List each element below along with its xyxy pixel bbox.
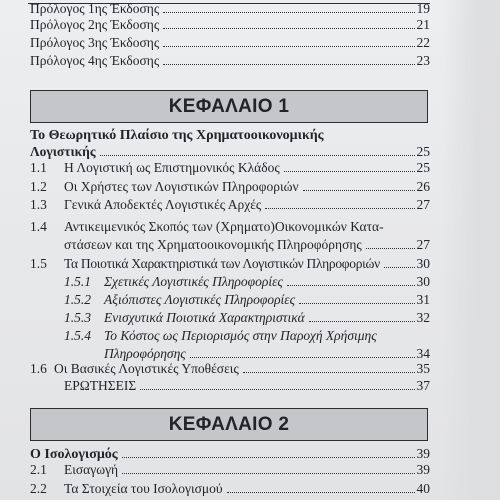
dot-leader: [163, 28, 414, 29]
toc-entry-number: 1.5.2: [64, 292, 91, 307]
toc-entry-page: 21: [416, 17, 430, 32]
toc-entry-page: 35: [416, 361, 430, 376]
dot-leader: [265, 208, 414, 209]
toc-entry-1-1[interactable]: [30, 160, 430, 176]
dot-leader: [384, 267, 415, 268]
toc-entry-label: Λογιστικής: [30, 144, 96, 159]
dot-leader: [243, 372, 415, 373]
dot-leader: [140, 389, 414, 390]
toc-entry-label: Τα Στοιχεία του Ισολογισμού: [64, 481, 223, 496]
toc-entry-label: Τα Ποιοτικά Χαρακτηριστικά των Λογιστικών Πληροφοριών: [64, 256, 380, 271]
toc-entry-page: 27: [416, 197, 430, 212]
dot-leader: [227, 492, 415, 493]
dot-leader: [122, 473, 414, 474]
chapter-2-title[interactable]: [30, 446, 430, 463]
toc-entry-page: 34: [416, 346, 430, 361]
toc-entry-label: Αξιόπιστες Λογιστικές Πληροφορίες: [104, 292, 296, 307]
toc-entry-label: Ενισχυτικά Ποιοτικά Χαρακτηριστικά: [104, 310, 305, 325]
toc-entry-label: Οι Βασικές Λογιστικές Υποθέσεις: [54, 361, 239, 376]
toc-entry-label: Πρόλογος 3ης Έκδοσης: [30, 35, 160, 50]
toc-entry-2-1[interactable]: [30, 462, 430, 478]
toc-entry-page: 39: [416, 446, 430, 461]
toc-entry-1-2[interactable]: [30, 179, 430, 195]
dot-leader: [122, 457, 415, 458]
toc-entry-number: 1.6: [30, 361, 47, 376]
toc-entry-number: 2.1: [30, 462, 47, 477]
dot-leader: [190, 357, 415, 358]
toc-entry-page: 22: [416, 35, 430, 50]
page-edge-shadow: [442, 0, 500, 500]
toc-entry-page: 25: [416, 160, 430, 175]
chapter-1-title-line2[interactable]: [30, 144, 430, 160]
toc-entry-label: Ο Ισολογισμός: [30, 447, 118, 462]
toc-entry-page: 30: [416, 256, 430, 271]
toc-entry-page: 19: [416, 1, 430, 16]
toc-entry-label: Εισαγωγή: [64, 462, 119, 477]
toc-entry-page: 31: [416, 292, 430, 307]
toc-entry-page: 26: [416, 179, 430, 194]
dot-leader: [309, 321, 415, 322]
toc-entry-page: 27: [416, 237, 430, 252]
toc-entry-preface-3[interactable]: [30, 35, 430, 51]
toc-entry-page: 37: [416, 378, 430, 393]
chapter-1-heading: ΚΕΦΑΛΑΙΟ 1: [30, 90, 428, 123]
toc-entry-preface-2[interactable]: [30, 17, 430, 33]
toc-entry-label-line2: στάσεων και της Χρηματοοικονομικής Πληροφόρησης: [64, 237, 362, 252]
chapter-2-heading: ΚΕΦΑΛΑΙΟ 2: [30, 408, 428, 441]
toc-entry-page: 39: [416, 462, 430, 477]
toc-entry-label-line1: Το Κόστος ως Περιορισμός στην Παροχή Χρήσιμης: [104, 328, 377, 343]
toc-entry-number: 1.5.1: [64, 274, 91, 289]
toc-entry-number: 1.4: [30, 219, 47, 234]
toc-entry-number: 1.5.4: [64, 328, 91, 343]
dot-leader: [163, 46, 414, 47]
toc-entry-1-3[interactable]: [30, 197, 430, 213]
toc-entry-number: 1.2: [30, 179, 47, 194]
toc-entry-preface-4[interactable]: [30, 53, 430, 69]
toc-entry-label: Πρόλογος 2ης Έκδοσης: [30, 17, 160, 32]
toc-entry-1-5-3[interactable]: [64, 310, 430, 326]
toc-entry-number: 1.1: [30, 160, 47, 175]
toc-entry-label-line2: Πληροφόρησης: [104, 346, 186, 361]
dot-leader: [299, 303, 414, 304]
toc-entry-page: 25: [416, 144, 430, 159]
dot-leader: [284, 171, 415, 172]
dot-leader: [303, 190, 415, 191]
toc-entry-page: 30: [416, 274, 430, 289]
toc-entry-label-line1: Αντικειμενικός Σκοπός των (Χρηματο)Οικονομικών Κατα-: [64, 219, 384, 234]
dot-leader: [163, 12, 414, 13]
toc-entry-label: Πρόλογος 4ης Έκδοσης: [30, 53, 160, 68]
toc-entry-page: 23: [416, 53, 430, 68]
toc-entry-1-6[interactable]: [30, 361, 430, 377]
toc-entry-number: 1.5: [30, 256, 47, 271]
toc-entry-label: ΕΡΩΤΗΣΕΙΣ: [64, 378, 137, 393]
dot-leader: [163, 64, 414, 65]
toc-entry-1-4[interactable]: [30, 219, 430, 253]
toc-entry-preface-1[interactable]: [30, 1, 430, 17]
toc-entry-number: 2.2: [30, 481, 47, 496]
dot-leader: [100, 155, 415, 156]
toc-entry-questions[interactable]: [64, 378, 430, 394]
toc-entry-label: Σχετικές Λογιστικές Πληροφορίες: [104, 274, 283, 289]
chapter-1-title-line1[interactable]: Το Θεωρητικό Πλαίσιο της Χρηματοοικονομικής: [30, 128, 324, 143]
toc-entry-1-5-2[interactable]: [64, 292, 430, 308]
dot-leader: [366, 248, 415, 249]
toc-entry-number: 1.5.3: [64, 310, 91, 325]
toc-entry-1-5[interactable]: [30, 256, 430, 272]
toc-entry-2-2[interactable]: [30, 481, 430, 497]
toc-entry-page: 40: [416, 481, 430, 496]
toc-entry-1-5-1[interactable]: [64, 274, 430, 290]
toc-entry-label: Οι Χρήστες των Λογιστικών Πληροφοριών: [64, 179, 299, 194]
dot-leader: [287, 285, 415, 286]
toc-entry-page: 32: [416, 310, 430, 325]
toc-entry-number: 1.3: [30, 197, 47, 212]
toc-entry-label: Η Λογιστική ως Επιστημονικός Κλάδος: [64, 160, 280, 175]
toc-entry-label: Πρόλογος 1ης Έκδοσης: [30, 1, 160, 16]
toc-entry-1-5-4[interactable]: [64, 328, 430, 362]
toc-entry-label: Γενικά Αποδεκτές Λογιστικές Αρχές: [64, 197, 262, 212]
